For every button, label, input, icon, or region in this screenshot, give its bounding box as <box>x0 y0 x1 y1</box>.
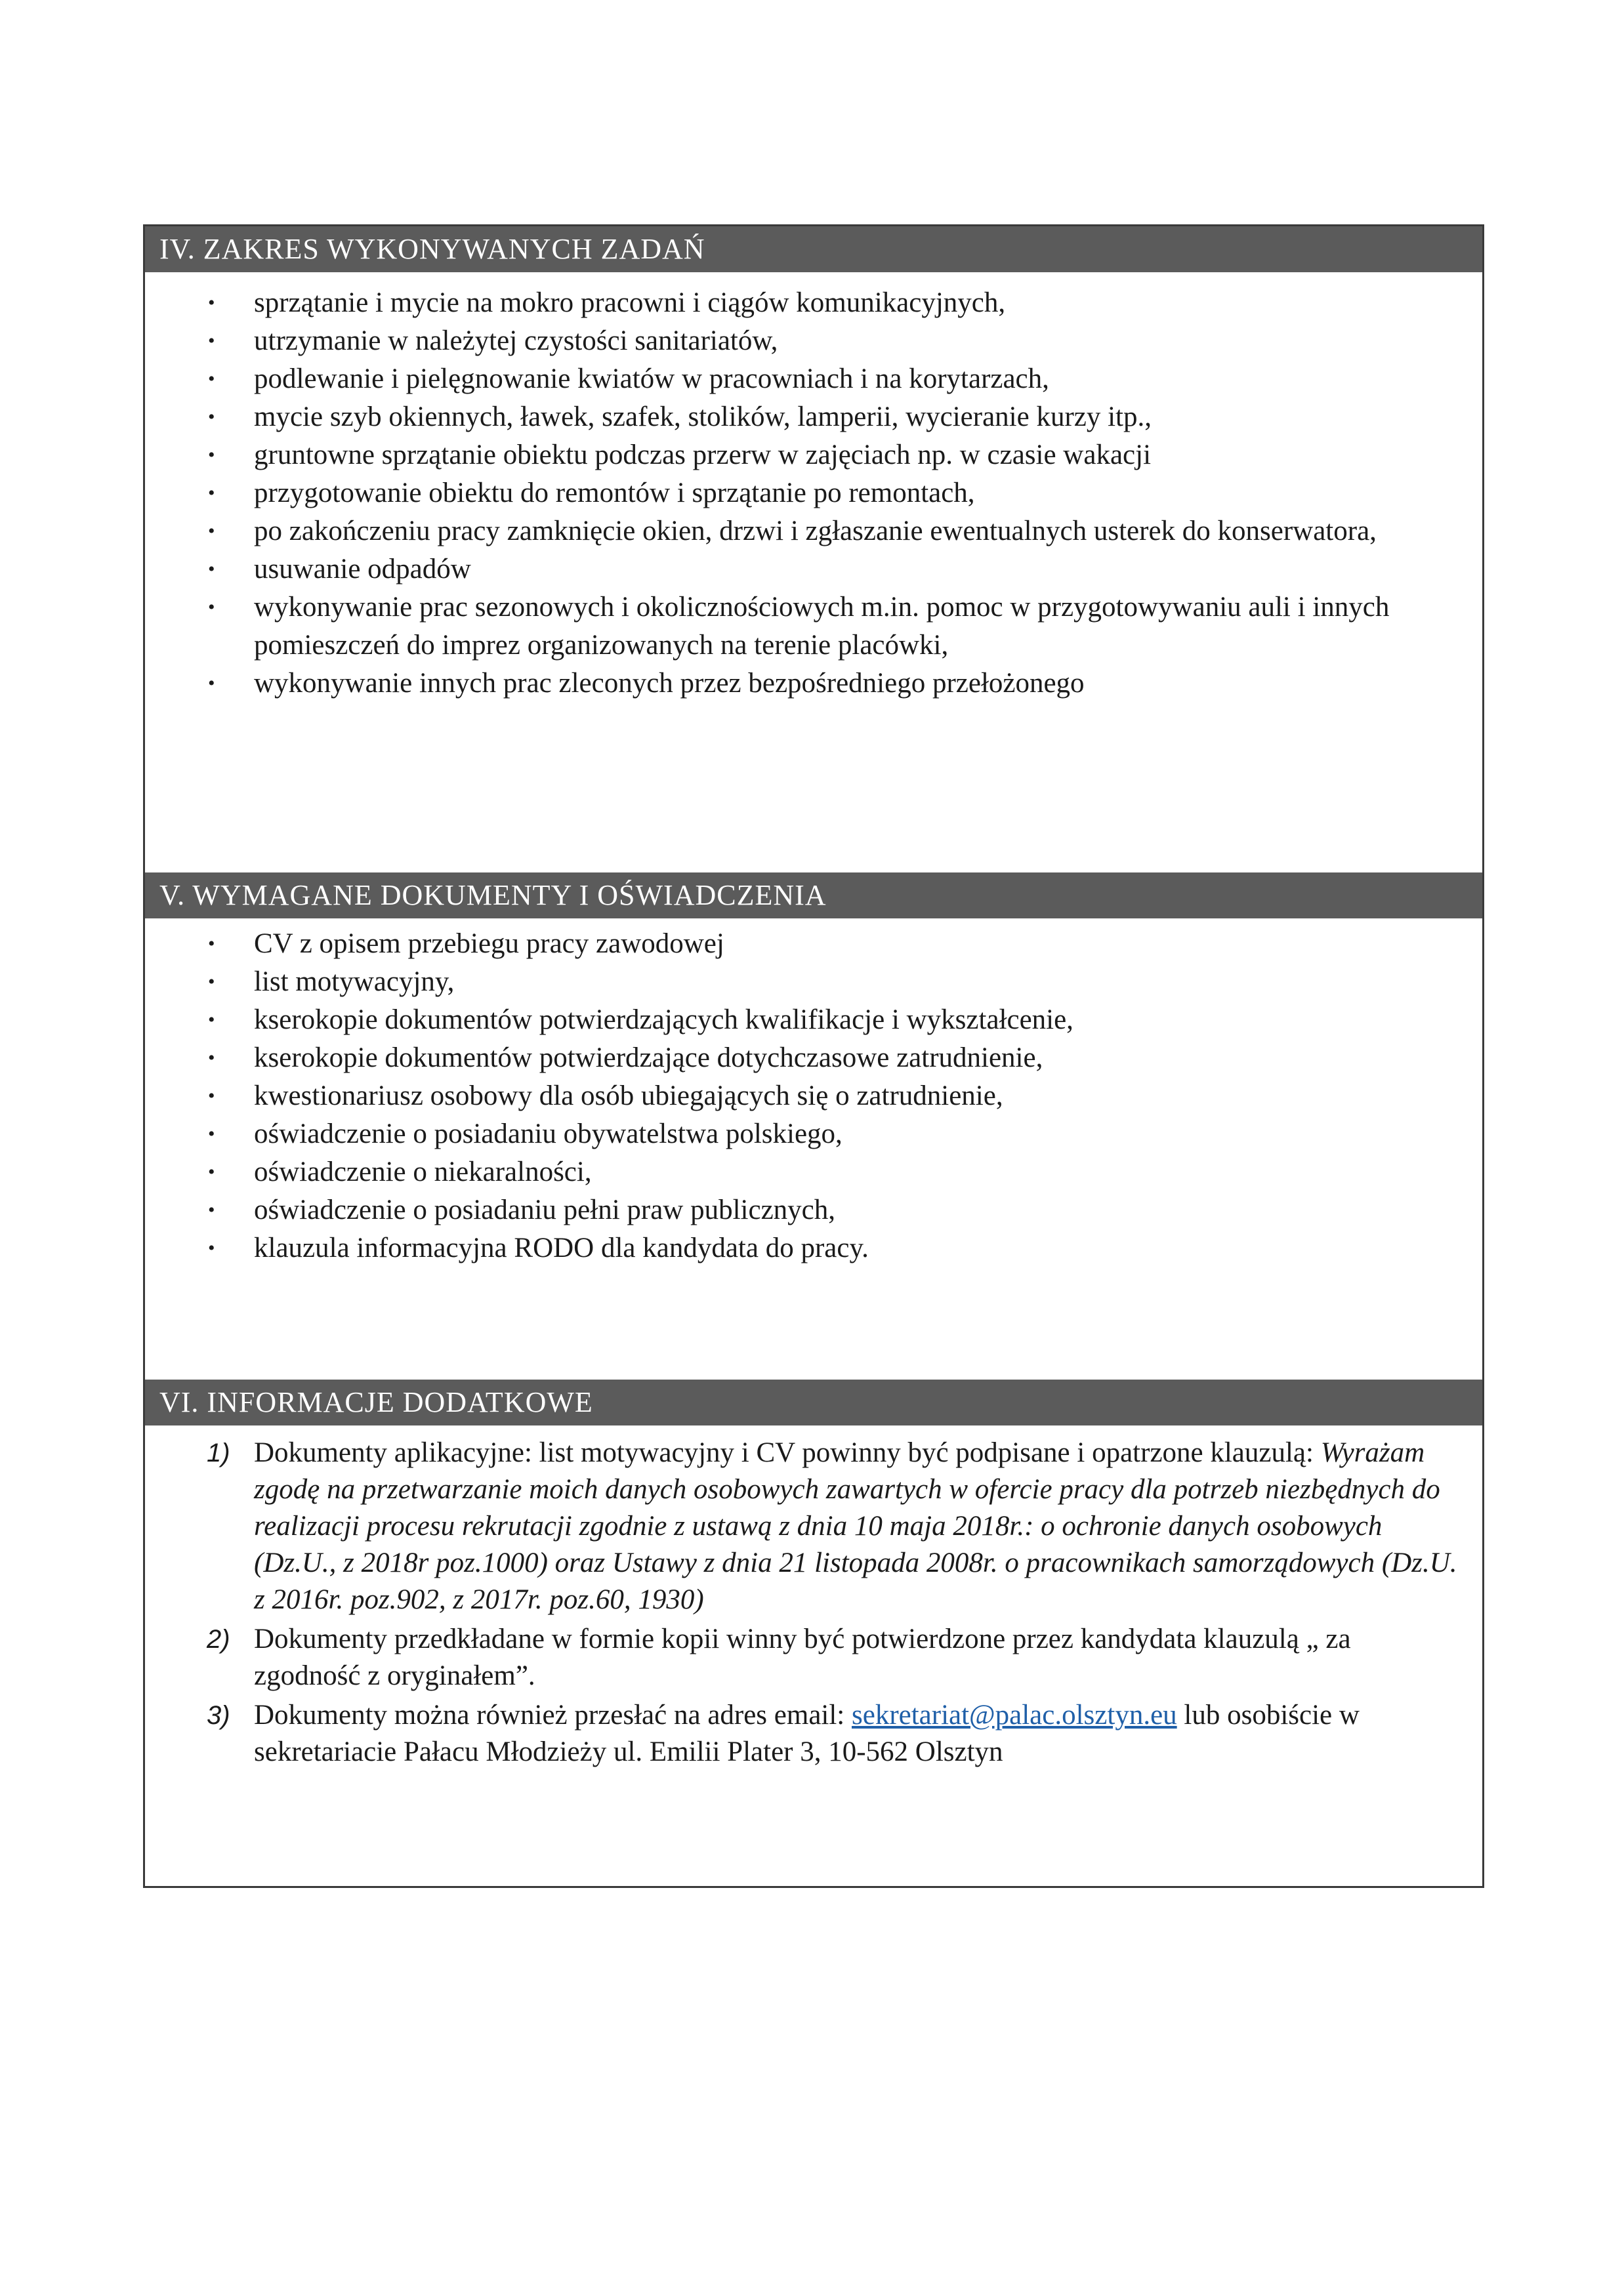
bullet-icon: • <box>208 1009 215 1031</box>
list-item: • oświadczenie o posiadaniu pełni praw publicznych, <box>145 1191 1482 1229</box>
list-item: • przygotowanie obiektu do remontów i sprzątanie po remontach, <box>145 474 1482 512</box>
bullet-icon: • <box>208 1237 215 1259</box>
bullet-icon: • <box>208 406 215 428</box>
bullet-icon: • <box>208 1199 215 1221</box>
list-item: • sprzątanie i mycie na mokro pracowni i ciągów komunikacyjnych, <box>145 284 1482 322</box>
bullet-icon: • <box>208 1085 215 1107</box>
list-item: • oświadczenie o niekaralności, <box>145 1153 1482 1191</box>
list-item: • kserokopie dokumentów potwierdzających kwalifikacje i wykształcenie, <box>145 1001 1482 1039</box>
list-item: • wykonywanie prac sezonowych i okolicznościowych m.in. pomoc w przygotowywaniu auli i innych pomieszczeń do imprez organizowanych na terenie placówki, <box>145 588 1482 665</box>
bullet-icon: • <box>208 672 215 694</box>
list-item: • mycie szyb okiennych, ławek, szafek, stolików, lamperii, wycieranie kurzy itp., <box>145 398 1482 436</box>
bullet-icon: • <box>208 482 215 504</box>
item-number: 1) <box>207 1439 230 1467</box>
list-item: • kwestionariusz osobowy dla osób ubiegających się o zatrudnienie, <box>145 1077 1482 1115</box>
bullet-icon: • <box>208 971 215 993</box>
item-number: 3) <box>207 1701 230 1730</box>
list-item: • utrzymanie w należytej czystości sanitariatów, <box>145 322 1482 360</box>
bullet-icon: • <box>208 330 215 352</box>
bullet-icon: • <box>208 933 215 954</box>
section-v-title: V. WYMAGANE DOKUMENTY I OŚWIADCZENIA <box>145 872 1482 918</box>
list-item: • kserokopie dokumentów potwierdzające dotychczasowe zatrudnienie, <box>145 1039 1482 1077</box>
list-item <box>145 1697 1482 1771</box>
list-item: • CV z opisem przebiegu pracy zawodowej <box>145 925 1482 963</box>
bullet-icon: • <box>208 1161 215 1183</box>
list-item: • gruntowne sprzątanie obiektu podczas przerw w zajęciach np. w czasie wakacji <box>145 436 1482 474</box>
bullet-icon: • <box>208 520 215 542</box>
section-iv <box>145 226 1482 703</box>
item-text: Dokumenty przedkładane w formie kopii winny być potwierdzone przez kandydata klauzulą „ za zgodność z oryginałem”. <box>254 1624 1351 1691</box>
section-iv-title: IV. ZAKRES WYKONYWANYCH ZADAŃ <box>145 226 1482 272</box>
section-v <box>145 872 1482 1267</box>
list-item <box>145 1621 1482 1694</box>
form-frame <box>143 224 1484 1888</box>
item-number: 2) <box>207 1625 230 1654</box>
bullet-icon: • <box>208 558 215 580</box>
bullet-icon: • <box>208 444 215 466</box>
section-vi <box>145 1380 1482 1773</box>
bullet-icon: • <box>208 1123 215 1145</box>
list-item: • po zakończeniu pracy zamknięcie okien, drzwi i zgłaszanie ewentualnych usterek do konserwatora, <box>145 512 1482 550</box>
list-item: • list motywacyjny, <box>145 963 1482 1001</box>
section-vi-list <box>145 1435 1482 1771</box>
list-item: • klauzula informacyjna RODO dla kandydata do pracy. <box>145 1229 1482 1267</box>
bullet-icon: • <box>208 292 215 314</box>
section-v-list <box>145 925 1482 1267</box>
email-link[interactable]: sekretariat@palac.olsztyn.eu <box>852 1700 1177 1731</box>
bullet-icon: • <box>208 1047 215 1069</box>
list-item: • oświadczenie o posiadaniu obywatelstwa polskiego, <box>145 1115 1482 1153</box>
section-iv-list <box>145 284 1482 703</box>
item-text: Dokumenty aplikacyjne: list motywacyjny i CV powinny być podpisane i opatrzone klauzulą: <box>254 1437 1314 1468</box>
list-item: • usuwanie odpadów <box>145 550 1482 588</box>
section-vi-title: VI. INFORMACJE DODATKOWE <box>145 1380 1482 1425</box>
item-text: Dokumenty można również przesłać na adres email: <box>254 1700 845 1731</box>
consent-clause: Wyrażam zgodę na przetwarzanie moich danych osobowych zawartych w ofercie pracy dla potrzeb niezbędnych do realizacji procesu rekrutacji zgodnie z ustawą z dnia 10 maja 2018r.: o ochronie danych osobowych (Dz.U., z 2018r poz.1000) oraz Ustawy z dnia 21 listopada 2008r. o pracownikach samorządowych (Dz.U. z 2016r. poz.902, z 2017r. poz.60, 1930) <box>254 1437 1457 1615</box>
bullet-icon: • <box>208 368 215 390</box>
bullet-icon: • <box>208 596 215 618</box>
list-item <box>145 1435 1482 1618</box>
item-text: lub osobiście w sekretariacie Pałacu Młodzieży ul. Emilii Plater 3, 10-562 Olsztyn <box>254 1700 1360 1767</box>
list-item: • podlewanie i pielęgnowanie kwiatów w pracowniach i na korytarzach, <box>145 360 1482 398</box>
list-item: • wykonywanie innych prac zleconych przez bezpośredniego przełożonego <box>145 665 1482 703</box>
